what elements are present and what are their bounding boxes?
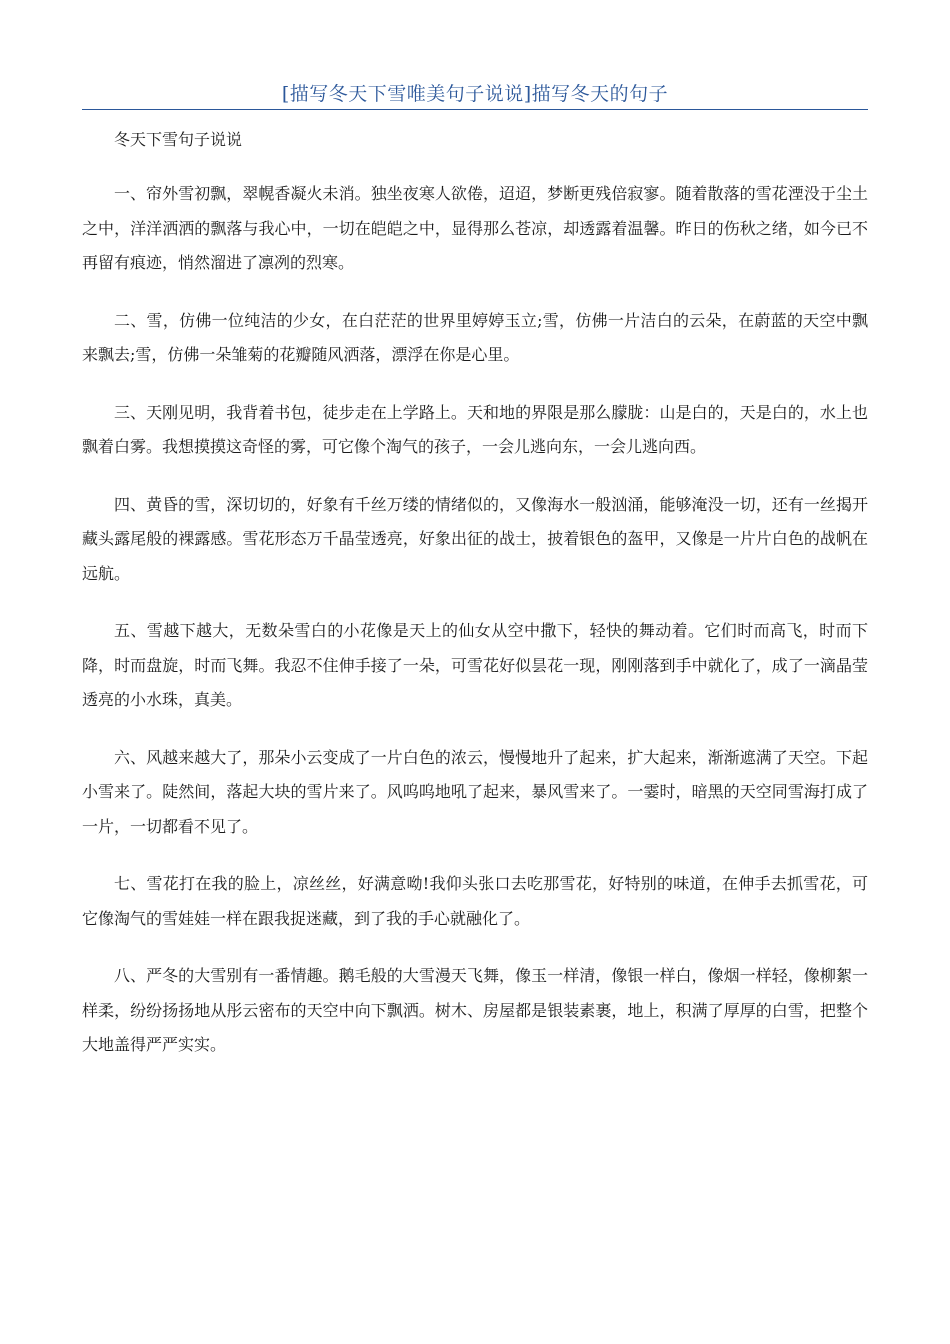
paragraph-5: 五、雪越下越大，无数朵雪白的小花像是天上的仙女从空中撒下，轻快的舞动着。它们时而高飞，时而下降，时而盘旋，时而飞舞。我忍不住伸手接了一朵，可雪花好似昙花一现，刚刚落到手中就化了，成了一滴晶莹透亮的小水珠，真美。 xyxy=(82,621,868,709)
paragraph-3: 三、天刚见明，我背着书包，徒步走在上学路上。天和地的界限是那么朦胧：山是白的，天是白的，水上也飘着白雾。我想摸摸这奇怪的雾，可它像个淘气的孩子，一会儿逃向东，一会儿逃向西。 xyxy=(82,402,868,456)
paragraph-1: 一、帘外雪初飘，翠幌香凝火未消。独坐夜寒人欲倦，迢迢，梦断更残倍寂寥。随着散落的雪花湮没于尘土之中，洋洋洒洒的飘落与我心中，一切在皑皑之中，显得那么苍凉，却透露着温馨。昨日的伤秋之绪，如今已不再留有痕迹，悄然溜进了凛冽的烈寒。 xyxy=(82,184,868,272)
paragraph-4: 四、黄昏的雪，深切切的，好象有千丝万缕的情绪似的，又像海水一般汹涌，能够淹没一切，还有一丝揭开藏头露尾般的裸露感。雪花形态万千晶莹透亮，好象出征的战士，披着银色的盔甲，又像是一片片白色的战帆在远航。 xyxy=(82,494,868,583)
paragraph-7: 七、雪花打在我的脸上，凉丝丝，好满意呦!我仰头张口去吃那雪花，好特别的味道，在伸手去抓雪花，可它像淘气的雪娃娃一样在跟我捉迷藏，到了我的手心就融化了。 xyxy=(82,874,868,928)
document-body xyxy=(82,124,868,1086)
paragraph-2: 二、雪，仿佛一位纯洁的少女，在白茫茫的世界里婷婷玉立;雪，仿佛一片洁白的云朵，在蔚蓝的天空中飘来飘去;雪，仿佛一朵雏菊的花瓣随风洒落，漂浮在你是心里。 xyxy=(82,310,868,364)
title-underline xyxy=(82,109,868,110)
paragraph-6: 六、风越来越大了，那朵小云变成了一片白色的浓云，慢慢地升了起来，扩大起来，渐渐遮满了天空。下起小雪来了。陡然间，落起大块的雪片来了。风呜呜地吼了起来，暴风雪来了。一霎时，暗黑的天空同雪海打成了一片，一切都看不见了。 xyxy=(82,747,868,836)
section-heading: 冬天下雪句子说说 xyxy=(114,130,243,149)
paragraph-8: 八、严冬的大雪别有一番情趣。鹅毛般的大雪漫天飞舞，像玉一样清，像银一样白，像烟一样轻，像柳絮一样柔，纷纷扬扬地从彤云密布的天空中向下飘洒。树木、房屋都是银装素裹，地上，积满了厚厚的白雪，把整个大地盖得严严实实。 xyxy=(82,966,868,1054)
page-title: [描写冬天下雪唯美句子说说]描写冬天的句子 xyxy=(281,83,669,105)
